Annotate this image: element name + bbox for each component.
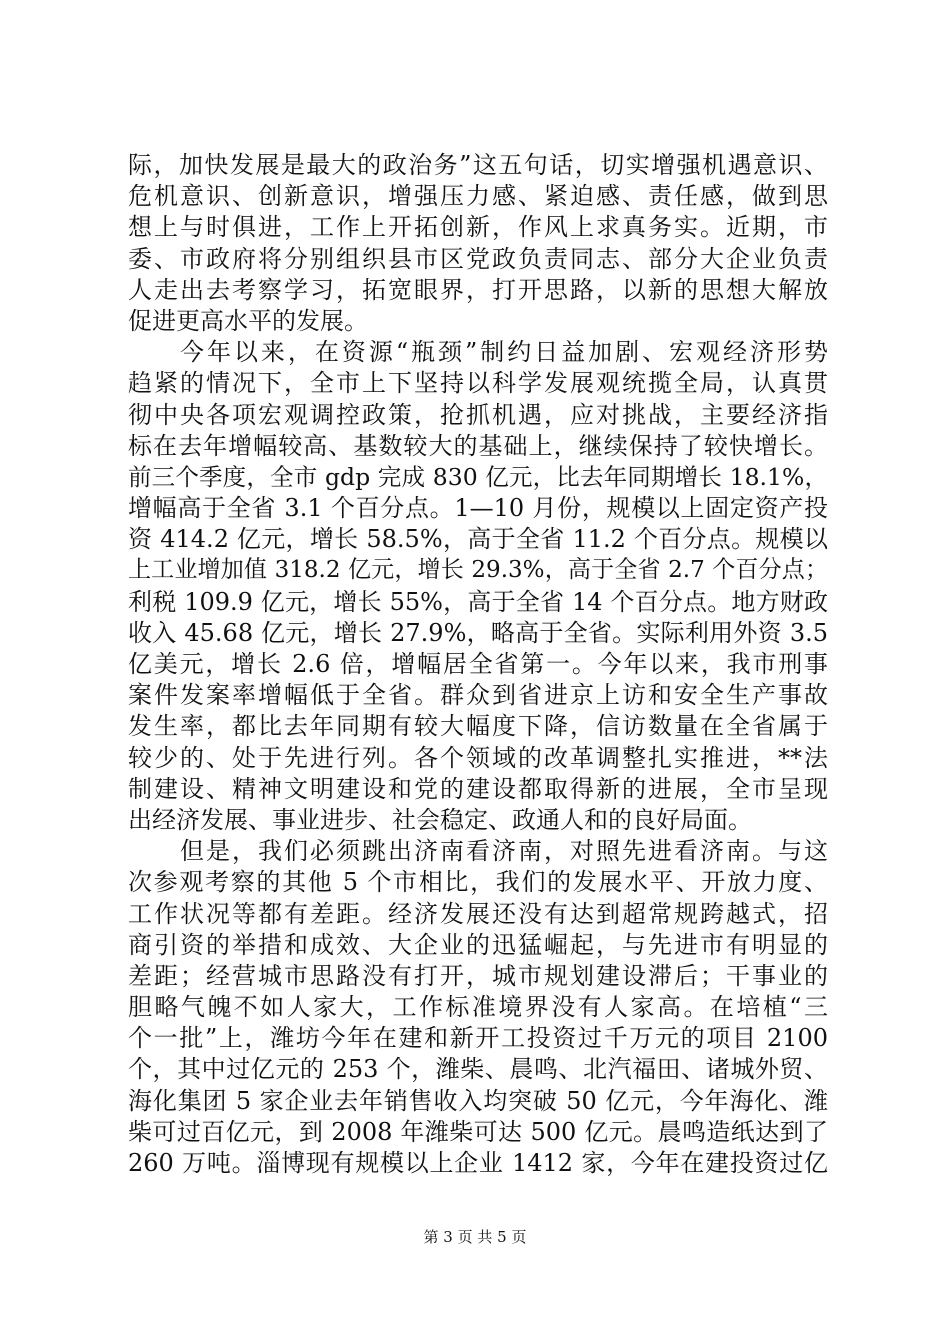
text-line: 出经济发展、事业进步、社会稳定、政通人和的良好局面。 (128, 805, 752, 834)
text-line: 260 万吨。淄博现有规模以上企业 1412 家，今年在建投资过亿 (128, 1149, 828, 1177)
text-line: 上工业增加值 318.2 亿元，增长 29.3%，高于全省 2.7 个百分点； (128, 557, 828, 584)
paragraph-1 (128, 150, 828, 337)
text-line: 亿美元，增长 2.6 倍，增幅居全省第一。今年以来，我市刑事 (128, 650, 828, 678)
text-line: 次参观考察的其他 5 个市相比，我们的发展水平、开放力度、 (128, 868, 828, 897)
text-line: 案件发案率增幅低于全省。群众到省进京上访和安全生产事故 (128, 681, 828, 710)
text-line: 资 414.2 亿元，增长 58.5%，高于全省 11.2 个百分点。规模以 (128, 525, 828, 554)
text-line: 促进更高水平的发展。 (128, 306, 368, 335)
text-line: 收入 45.68 亿元，增长 27.9%，略高于全省。实际利用外资 3.5 (128, 618, 828, 647)
text-line: 利税 109.9 亿元，增长 55%，高于全省 14 个百分点。地方财政 (128, 587, 828, 616)
paragraph-2 (128, 337, 828, 836)
document-body (128, 150, 828, 1179)
text-line: 差距；经营城市思路没有打开，城市规划建设滞后；干事业的 (128, 961, 828, 990)
text-line: 标在去年增幅较高、基数较大的基础上，继续保持了较快增长。 (128, 431, 828, 460)
paragraph-3 (128, 836, 828, 1179)
text-line: 制建设、精神文明建设和党的建设都取得新的进展，全市呈现 (128, 774, 828, 803)
text-line: 际，加快发展是最大的政治务”这五句话，切实增强机遇意识、 (128, 151, 828, 179)
text-line: 彻中央各项宏观调控政策，抢抓机遇，应对挑战，主要经济指 (128, 400, 828, 429)
text-line: 发生率，都比去年同期有较大幅度下降，信访数量在全省属于 (128, 712, 828, 741)
text-line: 海化集团 5 家企业去年销售收入均突破 50 亿元，今年海化、潍 (128, 1086, 828, 1115)
text-line: 想上与时俱进，工作上开拓创新，作风上求真务实。近期，市 (128, 213, 828, 242)
text-line: 趋紧的情况下，全市上下坚持以科学发展观统揽全局，认真贯 (128, 369, 828, 398)
text-line: 个，其中过亿元的 253 个，潍柴、晨鸣、北汽福田、诸城外贸、 (128, 1055, 828, 1084)
text-line: 较少的、处于先进行列。各个领域的改革调整扎实推进，**法 (128, 743, 828, 772)
text-line: 商引资的举措和成效、大企业的迅猛崛起，与先进市有明显的 (128, 930, 828, 959)
page-number-footer: 第 3 页 共 5 页 (423, 1228, 527, 1246)
text-line: 委、市政府将分别组织县市区党政负责同志、部分大企业负责 (128, 244, 828, 273)
text-line: 危机意识、创新意识，增强压力感、紧迫感、责任感，做到思 (128, 182, 828, 211)
text-line: 工作状况等都有差距。经济发展还没有达到超常规跨越式，招 (128, 899, 828, 928)
text-line: 但是，我们必须跳出济南看济南，对照先进看济南。与这 (180, 837, 828, 866)
text-line: 今年以来，在资源“瓶颈”制约日益加剧、宏观经济形势 (180, 338, 828, 367)
text-line: 个一批”上，潍坊今年在建和新开工投资过千万元的项目 2100 (128, 1024, 828, 1053)
text-line: 前三个季度，全市 gdp 完成 830 亿元，比去年同期增长 18.1%， (128, 462, 828, 491)
text-line: 增幅高于全省 3.1 个百分点。1—10 月份，规模以上固定资产投 (128, 494, 828, 523)
text-line: 胆略气魄不如人家大，工作标准境界没有人家高。在培植“三 (128, 993, 828, 1022)
text-line: 柴可过百亿元，到 2008 年潍柴可达 500 亿元。晨鸣造纸达到了 (128, 1117, 828, 1146)
text-line: 人走出去考察学习，拓宽眼界，打开思路，以新的思想大解放 (128, 275, 828, 304)
